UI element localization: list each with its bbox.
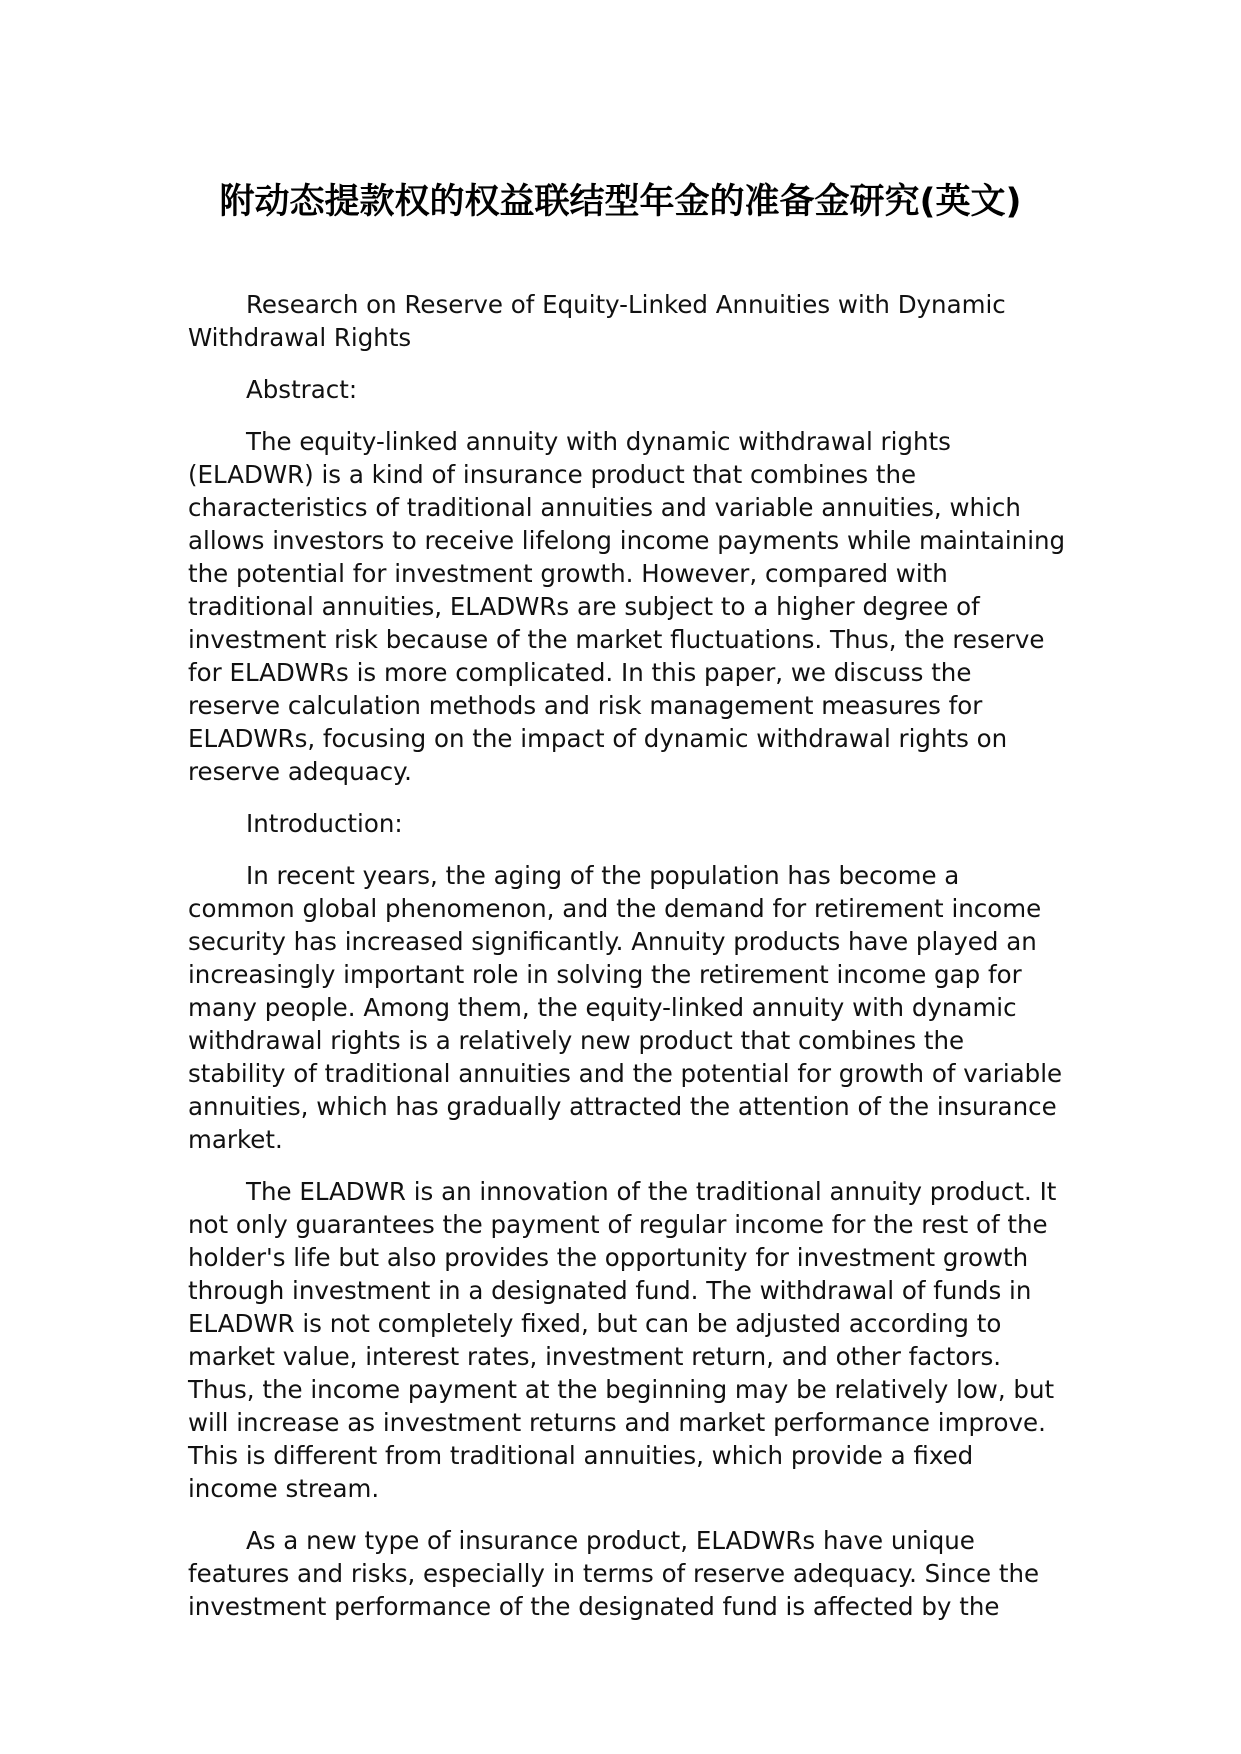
abstract-heading: Abstract: <box>246 375 358 404</box>
abstract-paragraph: The equity-linked annuity with dynamic withdrawal rights (ELADWR) is a kind of insurance product that combines the characteristics of traditional annuities and variable annuities, which allows investors to receive lifelong income payments while maintaining the potential for investment growth. However, compared with traditional annuities, ELADWRs are subject to a higher degree of investment risk because of the market fluctuations. Thus, the reserve for ELADWRs is more complicated. In this paper, we discuss the reserve calculation methods and risk management measures for ELADWRs, focusing on the impact of dynamic withdrawal rights on reserve adequacy. <box>188 427 1066 786</box>
introduction-paragraph-2: The ELADWR is an innovation of the traditional annuity product. It not only guarantees the payment of regular income for the rest of the holder's life but also provides the opportunity for investment growth through investment in a designated fund. The withdrawal of funds in ELADWR is not completely fixed, but can be adjusted according to market value, interest rates, investment return, and other factors. Thus, the income payment at the beginning may be relatively low, but will increase as investment returns and market performance improve. This is different from traditional annuities, which provide a fixed income stream. <box>188 1177 1057 1503</box>
introduction-paragraph-1: In recent years, the aging of the population has become a common global phenomenon, and the demand for retirement income security has increased significantly. Annuity products have played an increasingly important role in solving the retirement income gap for many people. Among them, the equity-linked annuity with dynamic withdrawal rights is a relatively new product that combines the stability of traditional annuities and the potential for growth of variable annuities, which has gradually attracted the attention of the insurance market. <box>188 861 1063 1154</box>
paper-title-paragraph: Research on Reserve of Equity-Linked Annuities with Dynamic Withdrawal Rights <box>188 290 1006 352</box>
introduction-heading: Introduction: <box>246 809 403 838</box>
document-body <box>188 288 1068 1642</box>
introduction-paragraph-3: As a new type of insurance product, ELADWRs have unique features and risks, especially in terms of reserve adequacy. Since the investment performance of the designated fund is affected by the <box>188 1526 1040 1621</box>
document-title: 附动态提款权的权益联结型年金的准备金研究(英文) <box>219 182 1022 222</box>
